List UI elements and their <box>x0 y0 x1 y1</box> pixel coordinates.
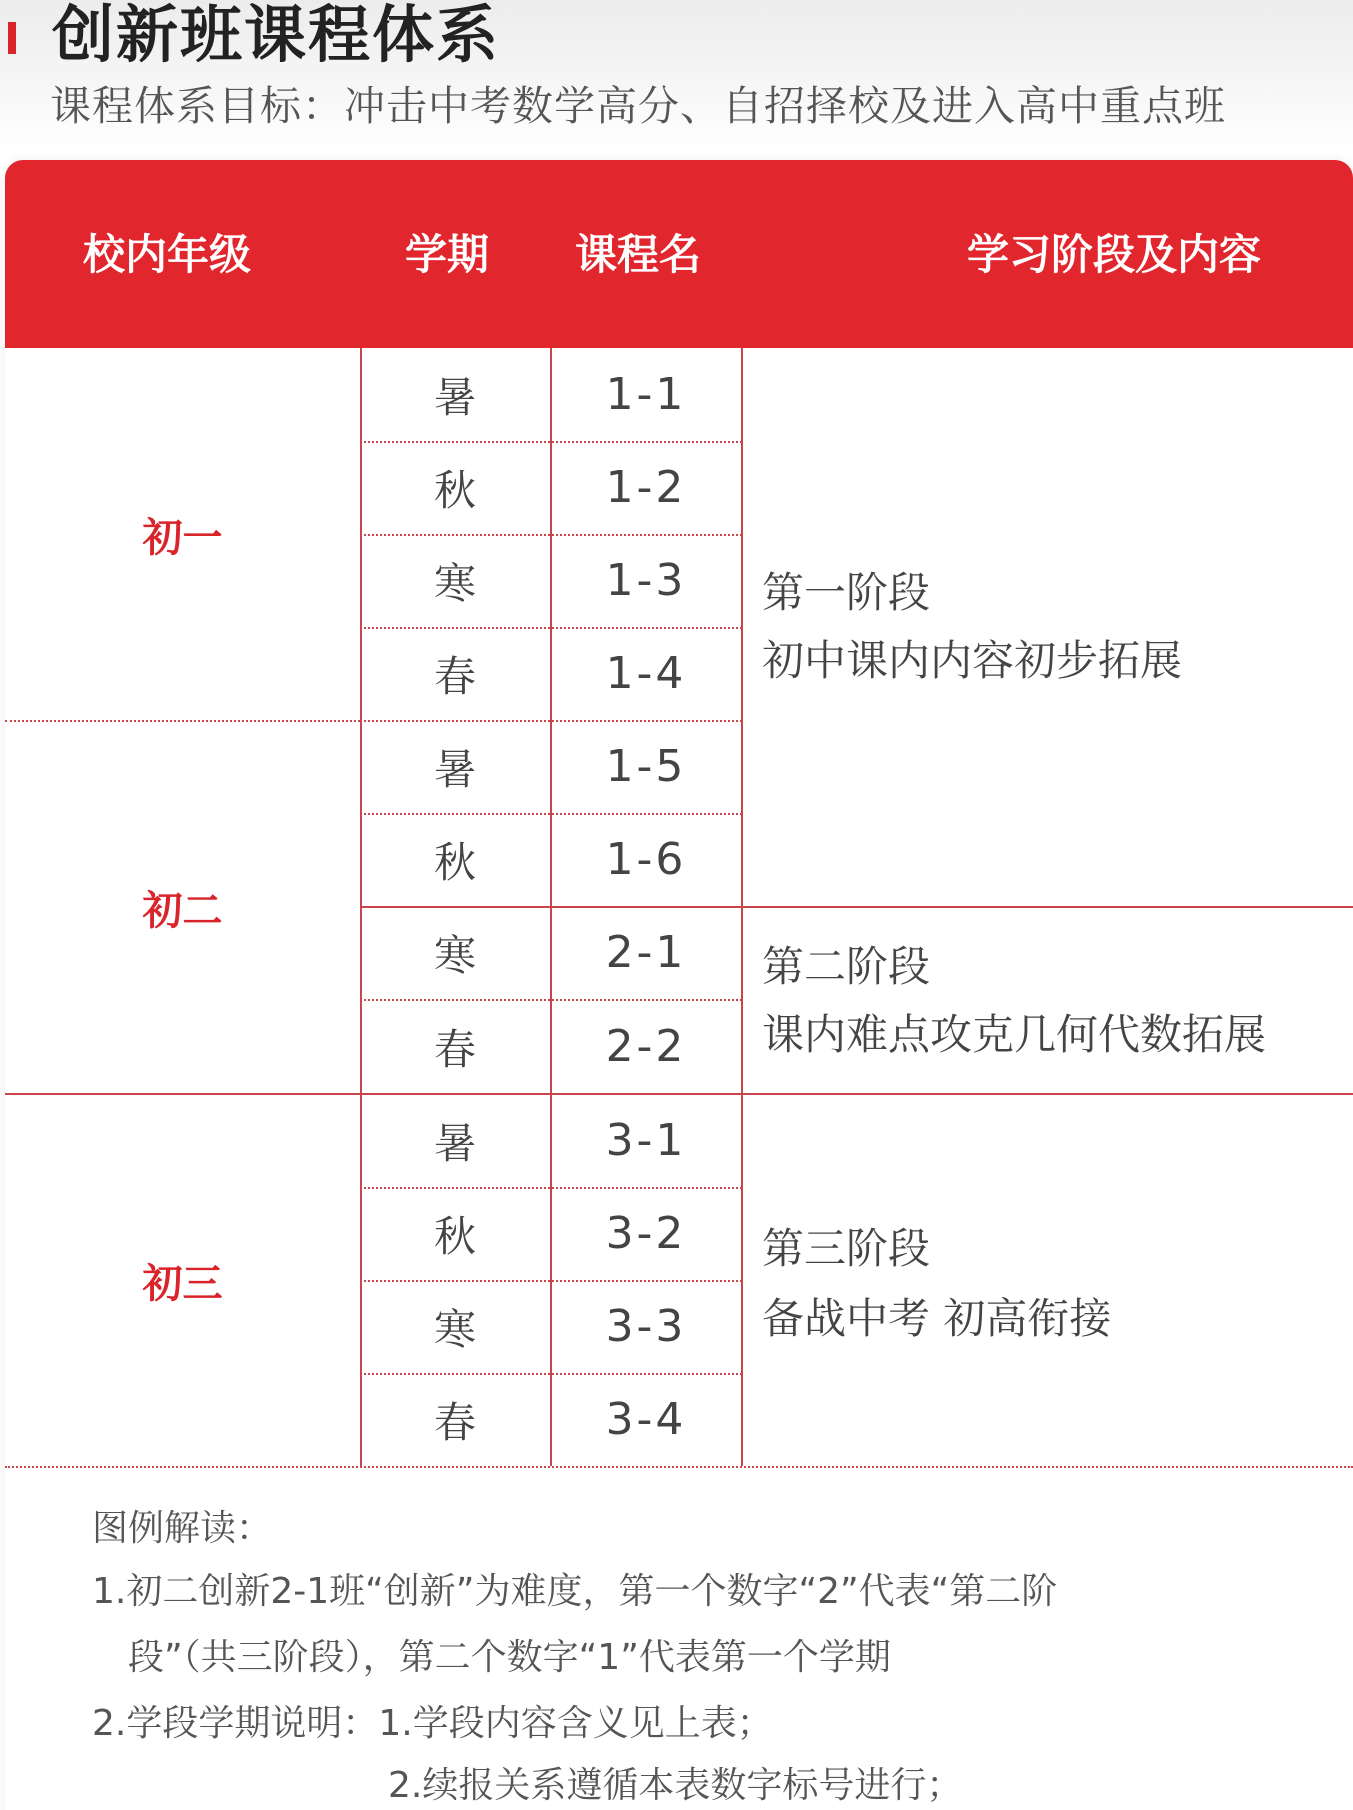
course-cell: 1-5 <box>605 741 687 792</box>
stage-3-name: 第三阶段 <box>762 1224 931 1273</box>
term-cell: 秋 <box>433 1211 476 1261</box>
course-cell: 1-1 <box>605 369 687 420</box>
term-cell: 春 <box>433 651 476 701</box>
term-cell: 秋 <box>433 465 476 515</box>
row-divider <box>360 1187 742 1189</box>
stage-1-desc: 初中课内内容初步拓展 <box>762 636 1183 685</box>
course-cell: 2-1 <box>605 927 687 978</box>
stage-1-name: 第一阶段 <box>762 568 931 617</box>
row-divider <box>360 627 742 629</box>
table-header <box>5 160 1353 348</box>
term-cell: 暑 <box>433 1118 476 1168</box>
stage-3-desc: 备战中考 初高衔接 <box>762 1294 1112 1343</box>
course-cell: 1-3 <box>605 555 687 606</box>
page-subtitle: 课程体系目标：冲击中考数学高分、自招择校及进入高中重点班 <box>50 82 1226 130</box>
row-divider <box>360 720 742 722</box>
row-divider <box>360 1373 742 1375</box>
row-divider <box>360 1280 742 1282</box>
column-header-course: 课程名 <box>575 230 702 279</box>
term-cell: 寒 <box>433 558 476 608</box>
column-header-stage: 学习阶段及内容 <box>967 230 1262 279</box>
column-header-term: 学期 <box>405 230 490 279</box>
course-table-card <box>5 160 1353 1810</box>
header <box>0 0 1353 150</box>
legend-line-1: 1.初二创新2-1班“创新”为难度，第一个数字“2”代表“第二阶 <box>92 1571 1058 1612</box>
row-divider <box>360 813 742 815</box>
course-cell: 1-4 <box>605 648 687 699</box>
grade-stage-divider <box>5 1093 1353 1095</box>
row-divider <box>360 999 742 1001</box>
legend-line-4: 2.续报关系遵循本表数字标号进行； <box>388 1765 963 1806</box>
stage-2-desc: 课内难点攻克几何代数拓展 <box>762 1010 1267 1059</box>
course-cell: 3-3 <box>605 1301 687 1352</box>
page-title: 创新班课程体系 <box>52 0 501 71</box>
term-cell: 春 <box>433 1024 476 1074</box>
term-cell: 寒 <box>433 1304 476 1354</box>
table-bottom-divider <box>5 1466 1353 1468</box>
course-cell: 1-6 <box>605 834 687 885</box>
term-cell: 寒 <box>433 930 476 980</box>
column-header-grade: 校内年级 <box>83 230 252 279</box>
stage-2-name: 第二阶段 <box>762 942 931 991</box>
term-cell: 暑 <box>433 372 476 422</box>
term-cell: 秋 <box>433 837 476 887</box>
course-cell: 3-4 <box>605 1394 687 1445</box>
course-cell: 1-2 <box>605 462 687 513</box>
grade-cell-2: 初二 <box>142 887 223 934</box>
term-cell: 暑 <box>433 744 476 794</box>
legend-line-2: 段”（共三阶段），第二个数字“1”代表第一个学期 <box>128 1637 891 1678</box>
row-divider <box>360 441 742 443</box>
grade-divider <box>5 720 360 722</box>
course-cell: 2-2 <box>605 1021 687 1072</box>
grade-cell-1: 初一 <box>142 514 223 561</box>
course-cell: 3-1 <box>605 1115 687 1166</box>
title-accent-bar <box>8 22 16 54</box>
stage-divider <box>360 906 1353 908</box>
course-cell: 3-2 <box>605 1208 687 1259</box>
term-cell: 春 <box>433 1397 476 1447</box>
legend-title: 图例解读： <box>92 1508 273 1549</box>
legend-line-3: 2.学段学期说明：1.学段内容含义见上表； <box>92 1703 773 1744</box>
grade-cell-3: 初三 <box>142 1260 223 1307</box>
row-divider <box>360 534 742 536</box>
